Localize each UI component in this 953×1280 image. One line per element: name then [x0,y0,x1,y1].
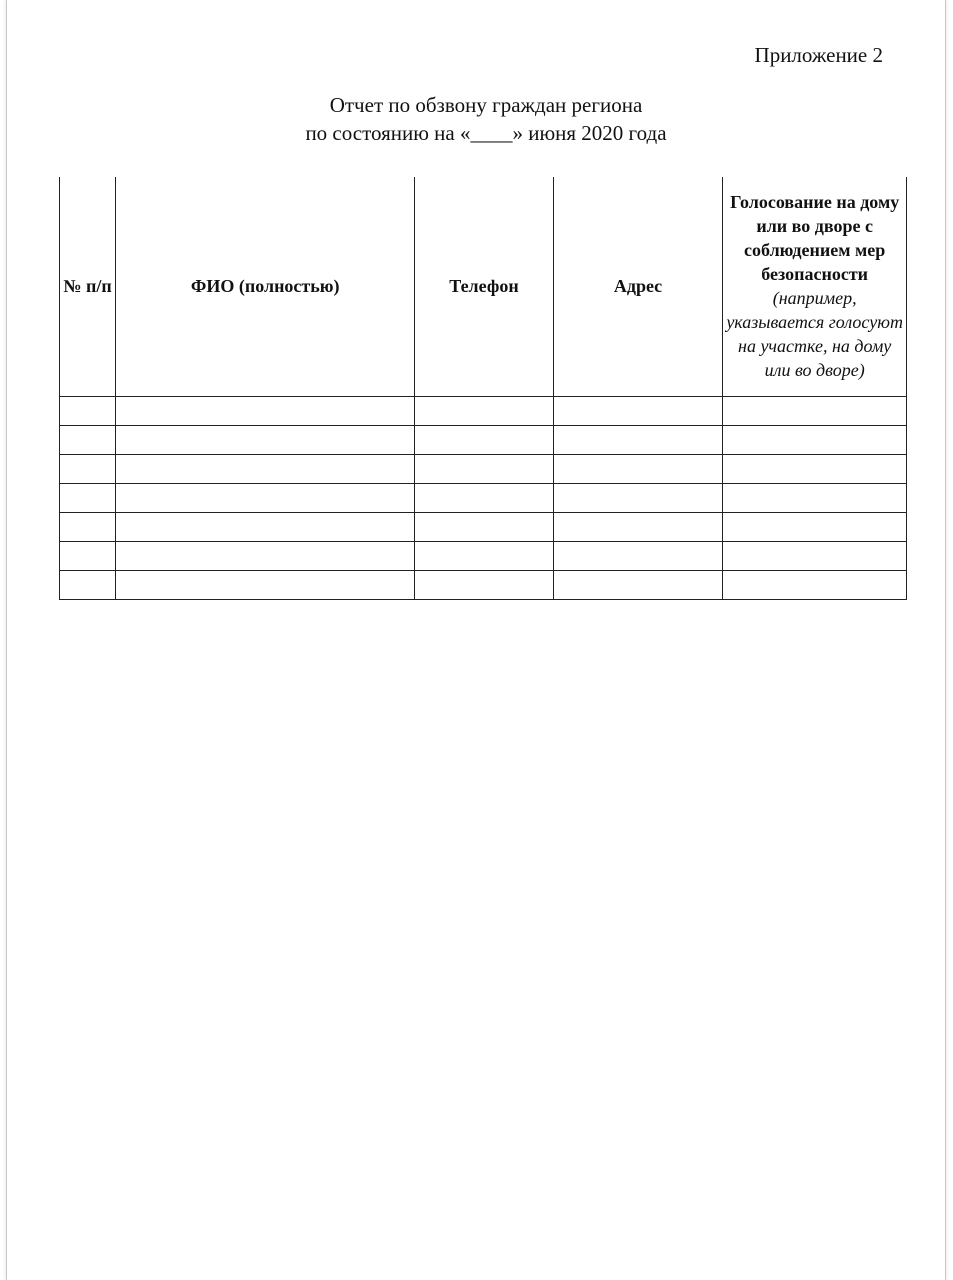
table-row [60,396,907,425]
table-body [60,396,907,599]
cell-phone[interactable] [415,483,553,512]
cell-number[interactable] [60,570,116,599]
cell-voting[interactable] [723,425,907,454]
cell-number[interactable] [60,512,116,541]
header-voting-title: Голосование на дому или во дворе с соблюдением мер безопасности [730,192,900,285]
table-row [60,483,907,512]
cell-address[interactable] [553,541,723,570]
cell-phone[interactable] [415,512,553,541]
header-address: Адрес [553,177,723,396]
header-fio: ФИО (полностью) [116,177,415,396]
table-header-row [60,177,907,396]
cell-voting[interactable] [723,396,907,425]
cell-number[interactable] [60,541,116,570]
cell-phone[interactable] [415,396,553,425]
cell-phone[interactable] [415,454,553,483]
table-row [60,541,907,570]
cell-fio[interactable] [116,425,415,454]
report-title [7,91,945,147]
cell-address[interactable] [553,425,723,454]
cell-voting[interactable] [723,570,907,599]
cell-voting[interactable] [723,512,907,541]
cell-fio[interactable] [116,512,415,541]
cell-fio[interactable] [116,570,415,599]
cell-address[interactable] [553,396,723,425]
table-row [60,512,907,541]
report-title-line-1: Отчет по обзвону граждан региона [329,93,643,117]
cell-phone[interactable] [415,425,553,454]
table-row [60,425,907,454]
report-table [59,177,907,600]
cell-fio[interactable] [116,541,415,570]
header-phone: Телефон [415,177,553,396]
cell-voting[interactable] [723,483,907,512]
cell-fio[interactable] [116,454,415,483]
cell-number[interactable] [60,483,116,512]
cell-phone[interactable] [415,541,553,570]
cell-voting[interactable] [723,541,907,570]
header-number: № п/п [60,177,116,396]
cell-number[interactable] [60,396,116,425]
table-row [60,570,907,599]
header-voting [723,177,907,396]
cell-number[interactable] [60,454,116,483]
appendix-label: Приложение 2 [754,43,883,67]
document-page [6,0,946,1280]
cell-address[interactable] [553,570,723,599]
cell-address[interactable] [553,512,723,541]
cell-fio[interactable] [116,396,415,425]
cell-phone[interactable] [415,570,553,599]
report-title-line-2: по состоянию на «____» июня 2020 года [305,121,667,145]
cell-fio[interactable] [116,483,415,512]
cell-address[interactable] [553,483,723,512]
header-voting-note: (например, указывается голосуют на участке, на дому или во дворе) [726,288,903,381]
cell-number[interactable] [60,425,116,454]
table-row [60,454,907,483]
cell-address[interactable] [553,454,723,483]
cell-voting[interactable] [723,454,907,483]
